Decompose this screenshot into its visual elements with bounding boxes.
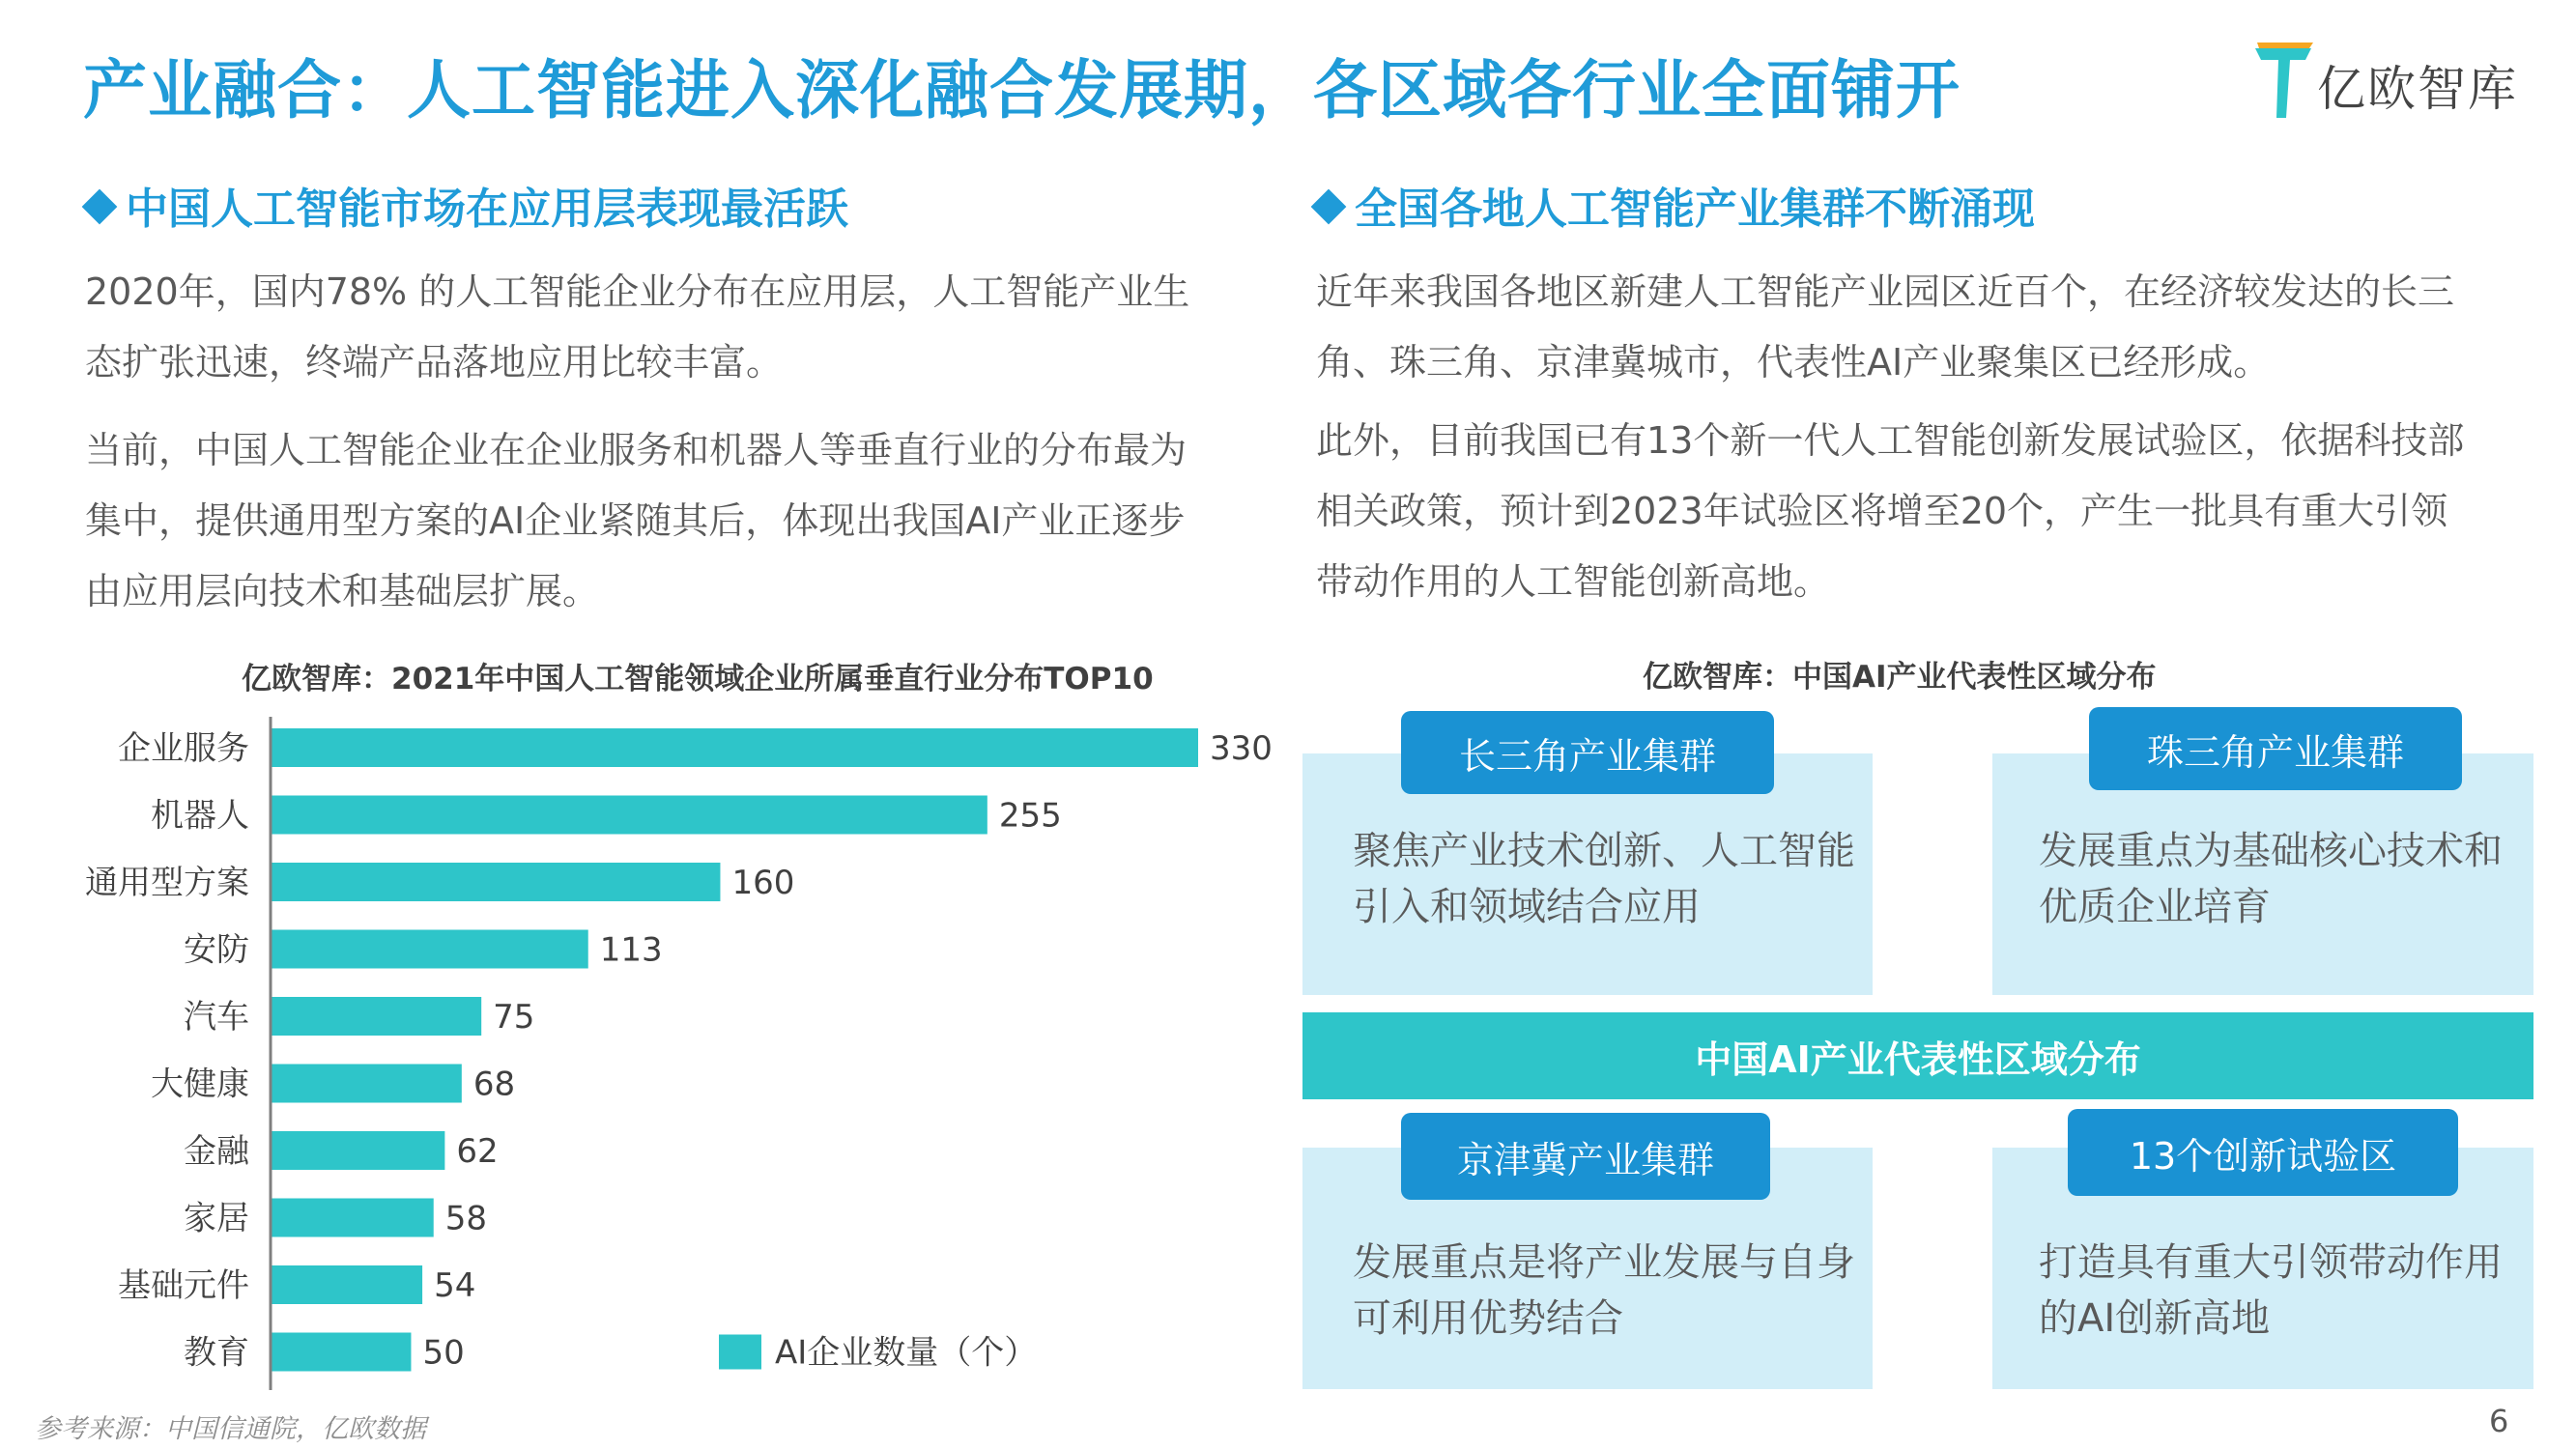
cluster-pill-pearl: 珠三角产业集群 (2089, 707, 2462, 790)
bar (271, 728, 1198, 767)
text-line: 可利用优势结合 (1353, 1296, 1623, 1341)
text-line: 近年来我国各地区新建人工智能产业园区近百个，在经济较发达的长三 (1316, 270, 2455, 313)
value-label: 50 (422, 1333, 465, 1373)
left-heading (87, 174, 848, 236)
cluster-desc-yangtze (1353, 823, 1855, 935)
category-label: 家居 (184, 1199, 249, 1238)
region-band: 中国AI产业代表性区域分布 (1302, 1012, 2533, 1099)
value-label: 330 (1210, 729, 1273, 768)
left-paragraph-1 (85, 257, 1293, 398)
text-line: 发展重点为基础核心技术和 (2039, 829, 2503, 873)
value-label: 58 (444, 1199, 487, 1238)
legend-swatch (719, 1335, 761, 1370)
bar (271, 1333, 411, 1372)
category-label: 通用型方案 (85, 864, 249, 902)
legend-label: AI企业数量（个） (775, 1333, 1038, 1373)
page-number: 6 (2489, 1403, 2509, 1439)
category-label: 大健康 (151, 1065, 249, 1104)
right-paragraph-2 (1316, 406, 2533, 617)
text-line: 的AI创新高地 (2039, 1296, 2271, 1341)
diamond-bullet-icon (82, 189, 118, 225)
right-heading (1316, 174, 2035, 236)
bar (271, 1131, 444, 1170)
bar (271, 863, 720, 901)
bar (271, 1265, 422, 1304)
value-label: 75 (493, 998, 535, 1037)
category-label: 机器人 (151, 796, 249, 836)
right-paragraph-1 (1316, 257, 2533, 398)
category-label: 汽车 (184, 998, 249, 1037)
bar (271, 1065, 462, 1103)
category-label: 教育 (184, 1333, 249, 1373)
text-line: 当前，中国人工智能企业在企业服务和机器人等垂直行业的分布最为 (85, 429, 1188, 471)
cluster-pill-yangtze: 长三角产业集群 (1401, 711, 1774, 794)
category-label: 金融 (184, 1132, 249, 1171)
value-label: 54 (434, 1266, 476, 1305)
text-line: 角、珠三角、京津冀城市，代表性AI产业聚集区已经形成。 (1316, 341, 2271, 384)
left-heading-text: 中国人工智能市场在应用层表现最活跃 (126, 185, 848, 234)
value-label: 113 (599, 930, 663, 970)
cluster-desc-pearl (2039, 823, 2522, 935)
cluster-desc-jingjinji (1353, 1235, 1855, 1347)
value-label: 160 (731, 864, 795, 902)
text-line: 集中，提供通用型方案的AI企业紧随其后，体现出我国AI产业正逐步 (85, 499, 1186, 542)
logo (2251, 39, 2541, 126)
text-line: 发展重点是将产业发展与自身 (1353, 1240, 1855, 1285)
cluster-pill-pilot-zones: 13个创新试验区 (2068, 1109, 2458, 1196)
text-line: 此外，目前我国已有13个新一代人工智能创新发展试验区，依据科技部 (1316, 419, 2465, 462)
value-label: 68 (472, 1065, 516, 1104)
bar-chart (58, 705, 1273, 1381)
text-line: 打造具有重大引领带动作用 (2039, 1240, 2503, 1285)
category-label: 企业服务 (118, 729, 249, 768)
category-label: 基础元件 (118, 1266, 249, 1305)
text-line: 优质企业培育 (2039, 885, 2271, 929)
cluster-desc-pilot-zones (2039, 1235, 2522, 1347)
cluster-pill-jingjinji: 京津冀产业集群 (1401, 1113, 1770, 1200)
text-line: 2020年，国内78% 的人工智能企业分布在应用层，人工智能产业生 (85, 270, 1190, 313)
text-line: 态扩张迅速，终端产品落地应用比较丰富。 (85, 341, 784, 384)
text-line: 由应用层向技术和基础层扩展。 (85, 570, 600, 612)
diamond-bullet-icon (1311, 189, 1347, 225)
bar (271, 796, 987, 835)
bar (271, 1199, 434, 1237)
text-line: 带动作用的人工智能创新高地。 (1316, 560, 1831, 603)
logo-icon (2251, 39, 2319, 126)
logo-text: 亿欧智库 (2317, 61, 2518, 117)
chart-title: 亿欧智库：2021年中国人工智能领域企业所属垂直行业分布TOP10 (242, 662, 1154, 696)
category-label: 安防 (184, 930, 249, 970)
diagram-title: 亿欧智库：中国AI产业代表性区域分布 (1643, 660, 2157, 695)
source-note: 参考来源：中国信通院，亿欧数据 (35, 1414, 426, 1444)
text-line: 引入和领域结合应用 (1353, 885, 1701, 929)
right-heading-text: 全国各地人工智能产业集群不断涌现 (1355, 185, 2035, 234)
page-title: 产业融合：人工智能进入深化融合发展期，各区域各行业全面铺开 (83, 53, 1961, 128)
value-label: 62 (456, 1132, 499, 1171)
text-line: 相关政策，预计到2023年试验区将增至20个，产生一批具有重大引领 (1316, 490, 2448, 532)
left-paragraph-2 (85, 415, 1293, 627)
bar (271, 997, 481, 1036)
value-label: 255 (998, 796, 1062, 836)
bar (271, 930, 588, 969)
text-line: 聚焦产业技术创新、人工智能 (1353, 829, 1855, 873)
